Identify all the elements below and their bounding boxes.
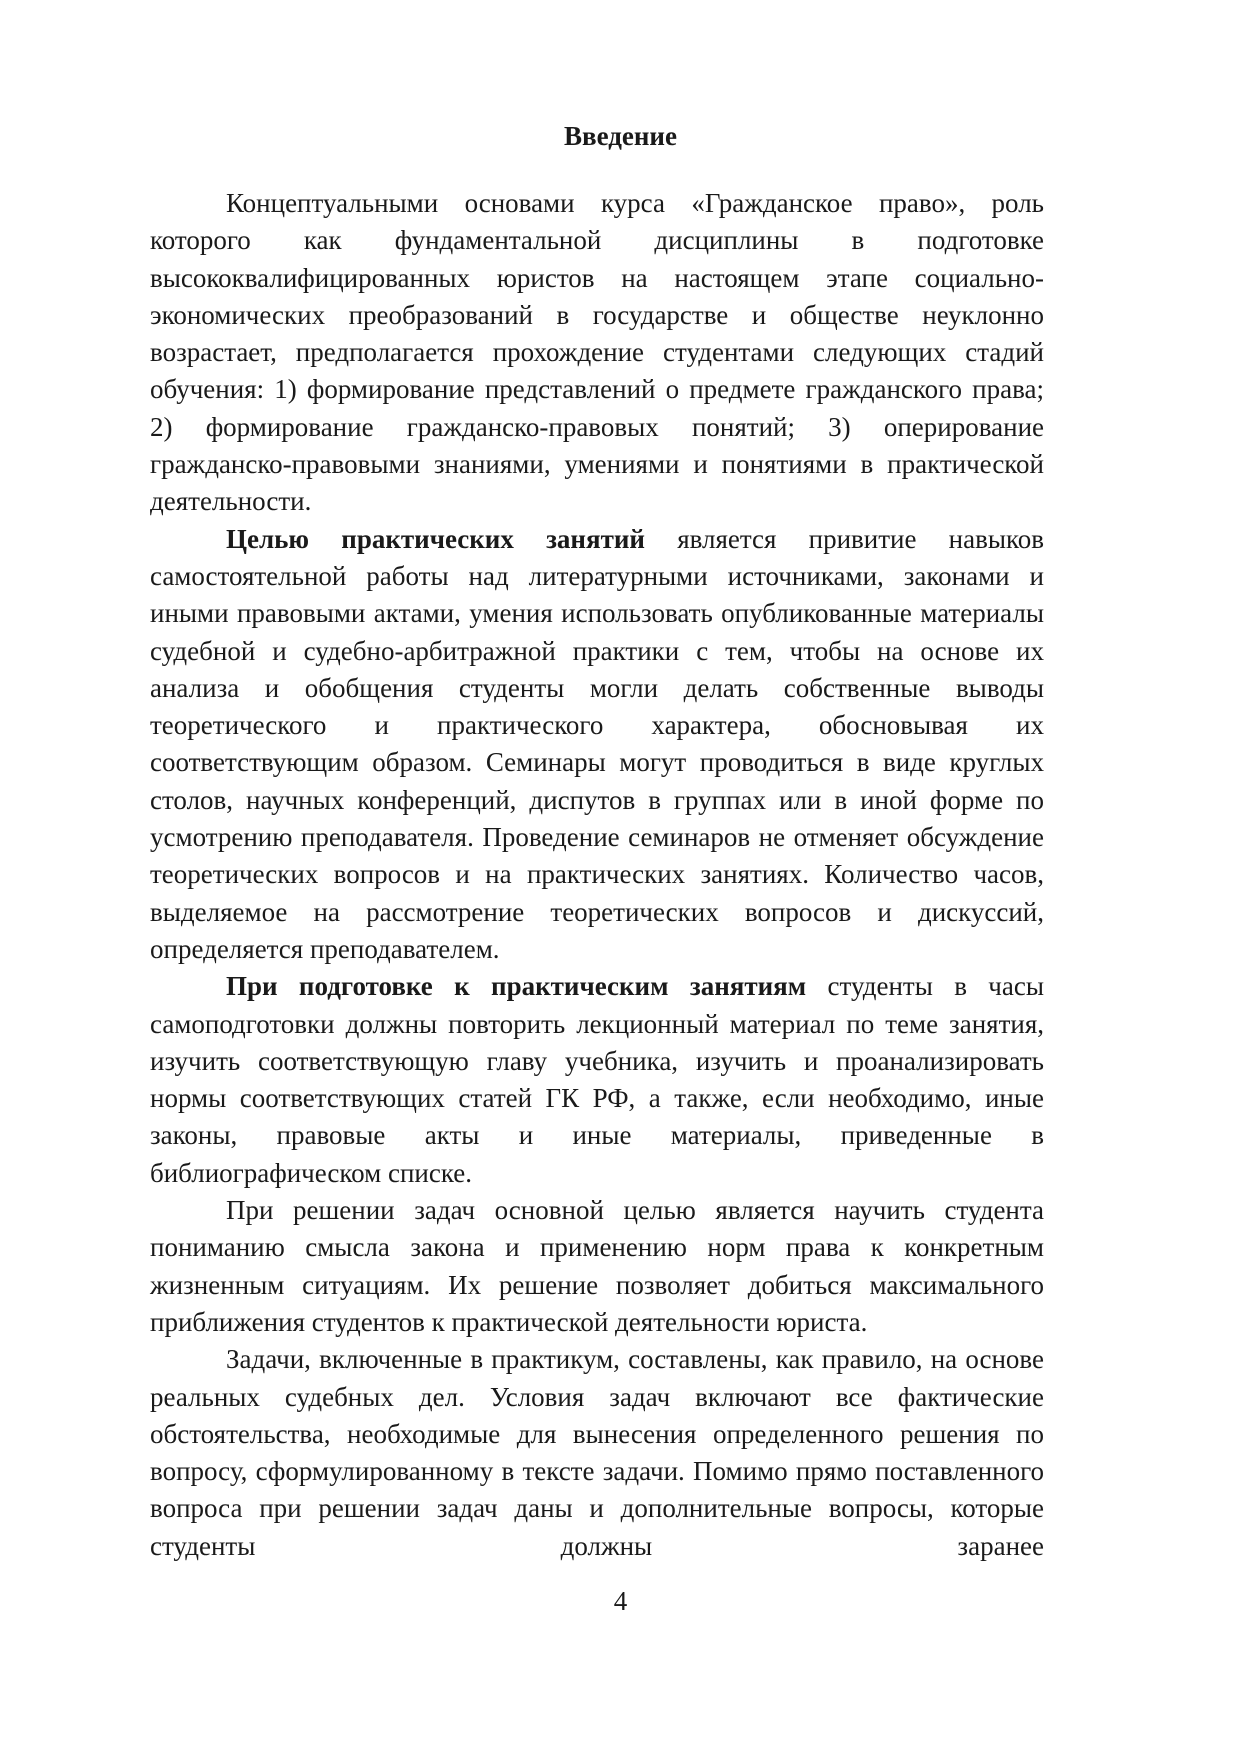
paragraph-preparation: [150, 968, 1044, 1192]
paragraph-text: является привитие навыков самостоятельной работы над литературными источниками, законами и иными правовыми актами, умения использовать опубликованные материалы судебной и судебно-арбитражной практики с тем, чтобы на основе их анализа и обобщения студенты могли делать собственные выводы теоретического и практического характера, обосновывая их соответствующим образом. Семинары могут проводиться в виде круглых столов, научных конференций, диспутов в группах или в иной форме по усмотрению преподавателя. Проведение семинаров не отменяет обсуждение теоретических вопросов и на практических занятиях. Количество часов, выделяемое на рассмотрение теоретических вопросов и дискуссий, определяется преподавателем.: [150, 523, 1044, 964]
page-number: 4: [613, 1586, 628, 1616]
paragraph-text: Задачи, включенные в практикум, составлены, как правило, на основе реальных судебных дел. Условия задач включают все фактические обстоятельства, необходимые для вынесения определенного решения по вопросу, сформулированному в тексте задачи. Помимо прямо поставленного вопроса при решении задач даны и дополнительные вопросы, которые студенты должны заранее: [150, 1344, 1044, 1561]
paragraph-text: Концептуальными основами курса «Гражданское право», роль которого как фундаментальной дисциплины в подготовке высококвалифицированных юристов на настоящем этапе социально-экономических преобразований в государстве и обществе неуклонно возрастает, предполагается прохождение студентами следующих стадий обучения: 1) формирование представлений о предмете гражданского права; 2) формирование гражданско-правовых понятий; 3) оперирование гражданско-правовыми знаниями, умениями и понятиями в практической деятельности.: [150, 188, 1044, 517]
paragraph-lead: При подготовке к практическим занятиям: [226, 971, 807, 1002]
paragraph-text: студенты в часы самоподготовки должны повторить лекционный материал по теме занятия, изучить соответствующую главу учебника, изучить и проанализировать нормы соответствующих статей ГК РФ, а также, если необходимо, иные законы, правовые акты и иные материалы, приведенные в библиографическом списке.: [150, 971, 1044, 1188]
document-body: [150, 185, 1044, 1565]
paragraph-tasks: [150, 1341, 1044, 1565]
paragraph-lead: Целью практических занятий: [226, 523, 645, 554]
paragraph-text: При решении задач основной целью является научить студента пониманию смысла закона и применению норм права к конкретным жизненным ситуациям. Их решение позволяет добиться максимального приближения студентов к практической деятельности юриста.: [150, 1195, 1044, 1337]
page-title: Введение: [564, 121, 677, 151]
paragraph-goal: [150, 521, 1044, 969]
paragraph-problem-solving: [150, 1192, 1044, 1341]
paragraph-intro: [150, 185, 1044, 521]
